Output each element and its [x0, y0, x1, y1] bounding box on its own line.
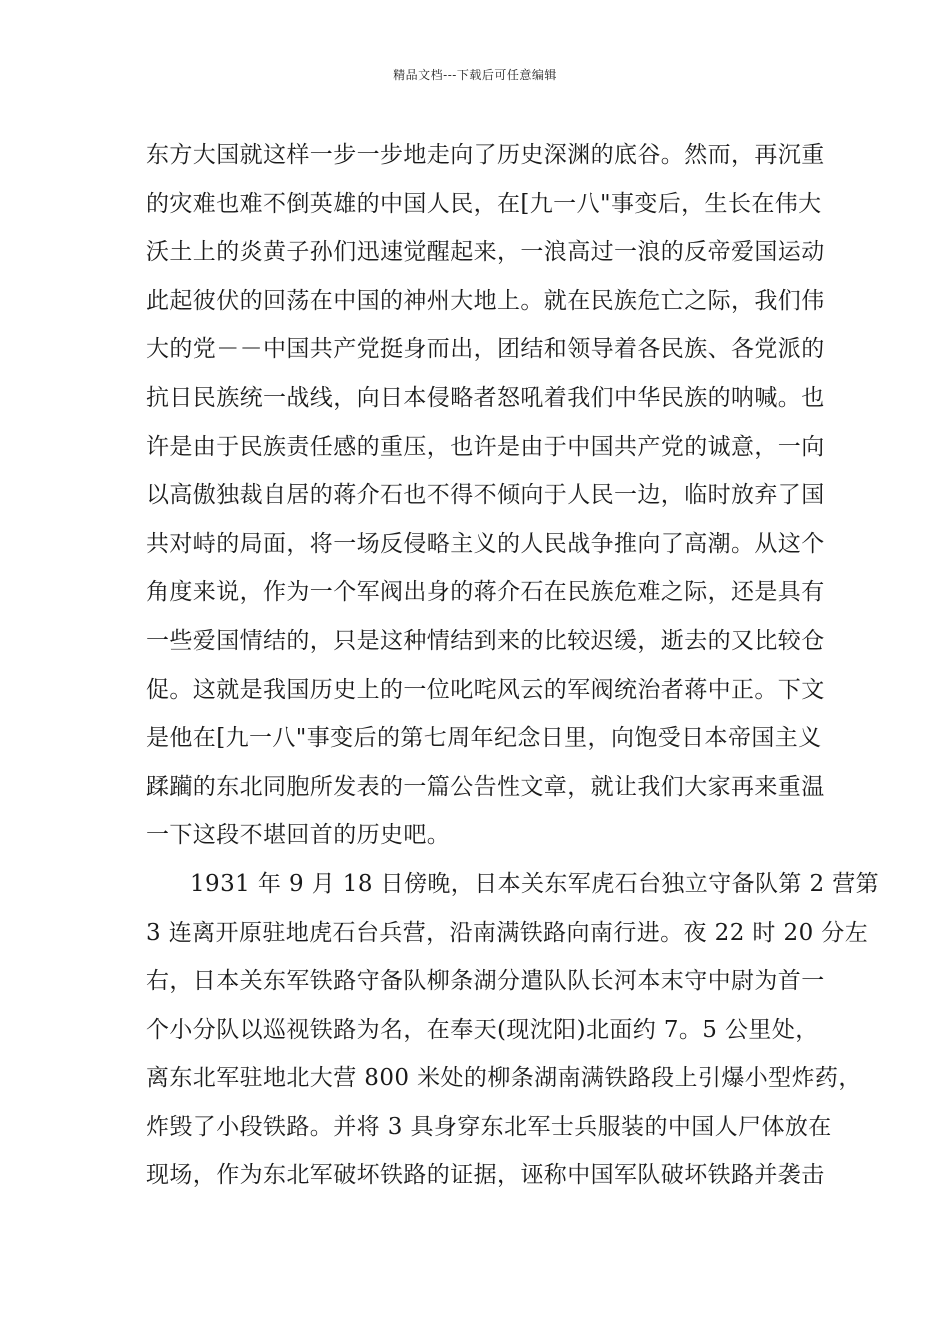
text-line: 1931 年 9 月 18 日傍晚，日本关东军虎石台独立守备队第 2 营第	[190, 870, 880, 897]
text-line: 角度来说，作为一个军阀出身的蒋介石在民族危难之际，还是具有	[146, 579, 825, 606]
text-line: 是他在[九一八"事变后的第七周年纪念日里，向饱受日本帝国主义	[146, 725, 822, 752]
text-line: 许是由于民族责任感的重压，也许是由于中国共产党的诚意，一向	[146, 433, 825, 460]
text-line: 促。这就是我国历史上的一位叱咤风云的军阀统治者蒋中正。下文	[146, 676, 825, 703]
text-line: 沃土上的炎黄子孙们迅速觉醒起来，一浪高过一浪的反帝爱国运动	[146, 239, 825, 266]
text-line: 右，日本关东军铁路守备队柳条湖分遣队队长河本末守中尉为首一	[146, 968, 825, 995]
text-line: 东方大国就这样一步一步地走向了历史深渊的底谷。然而，再沉重	[146, 142, 825, 168]
text-line: 个小分队以巡视铁路为名，在奉天(现沈阳)北面约 7。5 公里处，	[146, 1016, 819, 1043]
text-line: 一些爱国情结的，只是这种情结到来的比较迟缓，逝去的又比较仓	[146, 627, 825, 654]
text-line: 一下这段不堪回首的历史吧。	[146, 822, 451, 849]
text-line: 大的党－－中国共产党挺身而出，团结和领导着各民族、各党派的	[146, 336, 825, 363]
text-line: 的灾难也难不倒英雄的中国人民，在[九一八"事变后，生长在伟大	[146, 190, 822, 217]
paragraph-2	[146, 860, 880, 1200]
paragraph-1	[146, 131, 825, 860]
text-line: 3 连离开原驻地虎石台兵营，沿南满铁路向南行进。夜 22 时 20 分左	[146, 919, 869, 946]
page-header: 精品文档---下载后可任意编辑	[393, 68, 557, 82]
text-line: 离东北军驻地北大营 800 米处的柳条湖南满铁路段上引爆小型炸药，	[146, 1065, 862, 1092]
text-line: 以高傲独裁自居的蒋介石也不得不倾向于人民一边，临时放弃了国	[146, 482, 825, 509]
text-line: 抗日民族统一战线，向日本侵略者怒吼着我们中华民族的呐喊。也	[146, 384, 825, 411]
text-line: 现场，作为东北军破坏铁路的证据，诬称中国军队破坏铁路并袭击	[146, 1162, 825, 1189]
text-line: 共对峙的局面，将一场反侵略主义的人民战争推向了高潮。从这个	[146, 530, 825, 557]
text-line: 炸毁了小段铁路。并将 3 具身穿东北军士兵服装的中国人尸体放在	[146, 1113, 832, 1140]
text-line: 此起彼伏的回荡在中国的神州大地上。就在民族危亡之际，我们伟	[146, 287, 825, 314]
text-line: 蹂躏的东北同胞所发表的一篇公告性文章，就让我们大家再来重温	[146, 773, 825, 800]
document-body	[146, 131, 880, 1200]
